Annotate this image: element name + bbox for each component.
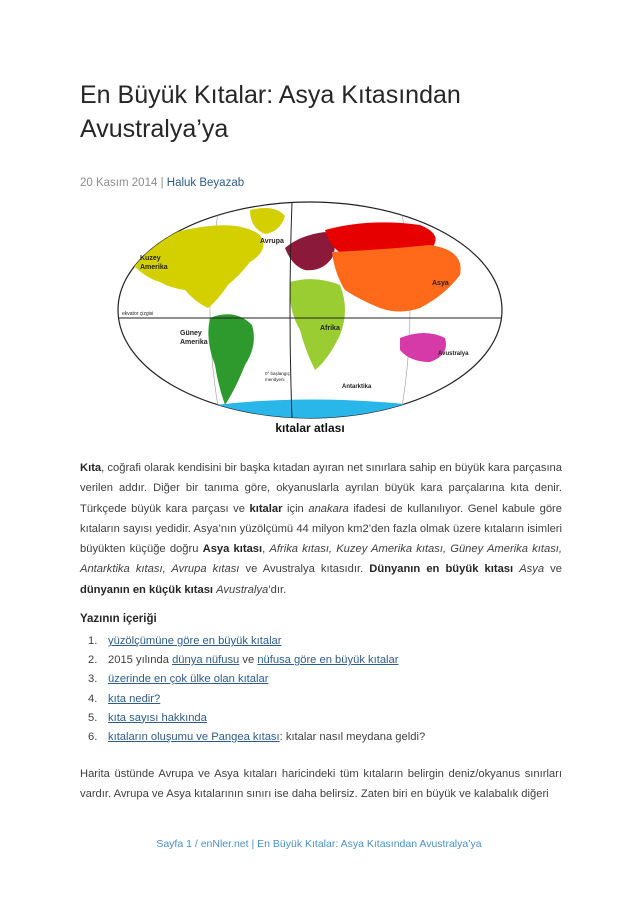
map-svg bbox=[100, 190, 520, 440]
toc-link[interactable]: üzerinde en çok ülke olan kıtalar bbox=[108, 673, 269, 686]
label-africa: Afrika bbox=[320, 325, 340, 332]
toc-number: 5. bbox=[88, 711, 98, 724]
author-link[interactable]: Haluk Beyazab bbox=[166, 177, 245, 189]
toc-link[interactable]: dünya nüfusu bbox=[172, 654, 240, 667]
term-biggest: Dünyanın en büyük kıtası bbox=[369, 563, 514, 576]
toc-text: ve bbox=[239, 654, 258, 667]
world-continents-map bbox=[100, 190, 520, 440]
toc-item bbox=[88, 728, 425, 747]
label-south-america-2: Amerika bbox=[180, 339, 208, 346]
toc-text: : kıtalar nasıl meydana geldi? bbox=[279, 730, 426, 743]
toc-text: 2015 yılında bbox=[108, 654, 173, 667]
toc-number: 3. bbox=[88, 673, 98, 686]
label-australia: Avustralya bbox=[438, 351, 469, 357]
second-paragraph: Harita üstünde Avrupa ve Asya kıtaları haricindeki tüm kıtaların belirgin deniz/okyanus sınırları vardır. Avrupa ve Asya kıtalarının sınırı ise daha belirsiz. Zaten biri en büyük ve kalabalık diğeri bbox=[80, 768, 562, 801]
table-of-contents bbox=[88, 632, 425, 747]
label-meridian-2: meridyeni bbox=[265, 377, 285, 382]
term-asya: Asya bbox=[519, 563, 545, 576]
label-north-america-2: Amerika bbox=[140, 264, 168, 271]
toc-number: 2. bbox=[88, 654, 98, 667]
toc-number: 4. bbox=[88, 692, 98, 705]
page-title: En Büyük Kıtalar: Asya Kıtasından Avustralya’ya bbox=[80, 81, 461, 143]
intro-text-4: , bbox=[262, 543, 270, 556]
intro-text-5: ve Avustralya kıtasıdır. bbox=[239, 563, 370, 576]
label-meridian-1: 0° başlangıç bbox=[265, 371, 290, 376]
toc-item bbox=[88, 709, 425, 728]
toc-item bbox=[88, 632, 425, 651]
toc-item bbox=[88, 690, 425, 709]
toc-number: 6. bbox=[88, 730, 98, 743]
label-europe: Avrupa bbox=[260, 238, 284, 245]
post-date: 20 Kasım 2014 bbox=[80, 177, 158, 189]
toc-link[interactable]: kıta nedir? bbox=[108, 692, 161, 705]
term-asya-kitasi: Asya kıtası bbox=[202, 543, 263, 556]
toc-link[interactable]: yüzölçümüne göre en büyük kıtalar bbox=[108, 635, 282, 647]
label-north-america-1: Kuzey bbox=[140, 255, 161, 262]
post-meta bbox=[80, 177, 244, 189]
intro-text-9: ’dır. bbox=[268, 583, 287, 596]
term-kita: Kıta bbox=[80, 462, 102, 474]
map-caption: kıtalar atlası bbox=[275, 421, 345, 435]
toc-link[interactable]: kıtaların oluşumu ve Pangea kıtası bbox=[108, 730, 280, 743]
toc-link[interactable]: kıta sayısı hakkında bbox=[108, 711, 207, 724]
continent-list: Afrika kıtası, Kuzey Amerika kıtası, Güney Amerika kıtası, Antarktika kıtası, Avrupa kıtası bbox=[80, 543, 563, 576]
term-kitalar: kıtalar bbox=[249, 502, 283, 515]
intro-text-2: için bbox=[282, 502, 309, 515]
label-south-america-1: Güney bbox=[180, 330, 202, 337]
page-footer: Sayfa 1 / enNler.net | En Büyük Kıtalar: Asya Kıtasından Avustralya’ya bbox=[156, 838, 482, 850]
label-equator: ekvator çizgisi bbox=[122, 311, 154, 317]
term-anakara: anakara bbox=[308, 502, 349, 515]
label-antarctica: Antarktika bbox=[342, 384, 372, 390]
intro-paragraph bbox=[80, 458, 562, 600]
intro-text-7: ve bbox=[544, 563, 562, 576]
label-asia: Asya bbox=[432, 280, 449, 287]
toc-title: Yazının içeriği bbox=[80, 613, 157, 625]
term-smallest: dünyanın en küçük kıtası bbox=[80, 583, 214, 596]
intro-text-3: ifadesi de kullanılıyor. Genel kabule göre kıtaların sayısı yedidir. Asya’nın yüzölçümü 44 milyon km2’den fazla olmak üzere kıtaların isimleri büyükten küçüğe doğru bbox=[80, 502, 563, 556]
toc-link[interactable]: nüfusa göre en büyük kıtalar bbox=[257, 654, 399, 667]
term-avustralya: Avustralya bbox=[216, 583, 269, 596]
toc-number: 1. bbox=[88, 635, 98, 647]
toc-item bbox=[88, 651, 425, 670]
toc-item bbox=[88, 670, 425, 689]
intro-text-1: , coğrafi olarak kendisini bir başka kıtadan ayıran net sınırlara sahip en büyük kara parçasına verilen addır. Diğer bir tanıma göre, okyanuslarla ayrılan büyük kara parçalarına kıta denir. Türkçede büyük kara parçası ve bbox=[80, 462, 562, 515]
meta-separator: | bbox=[160, 177, 164, 189]
